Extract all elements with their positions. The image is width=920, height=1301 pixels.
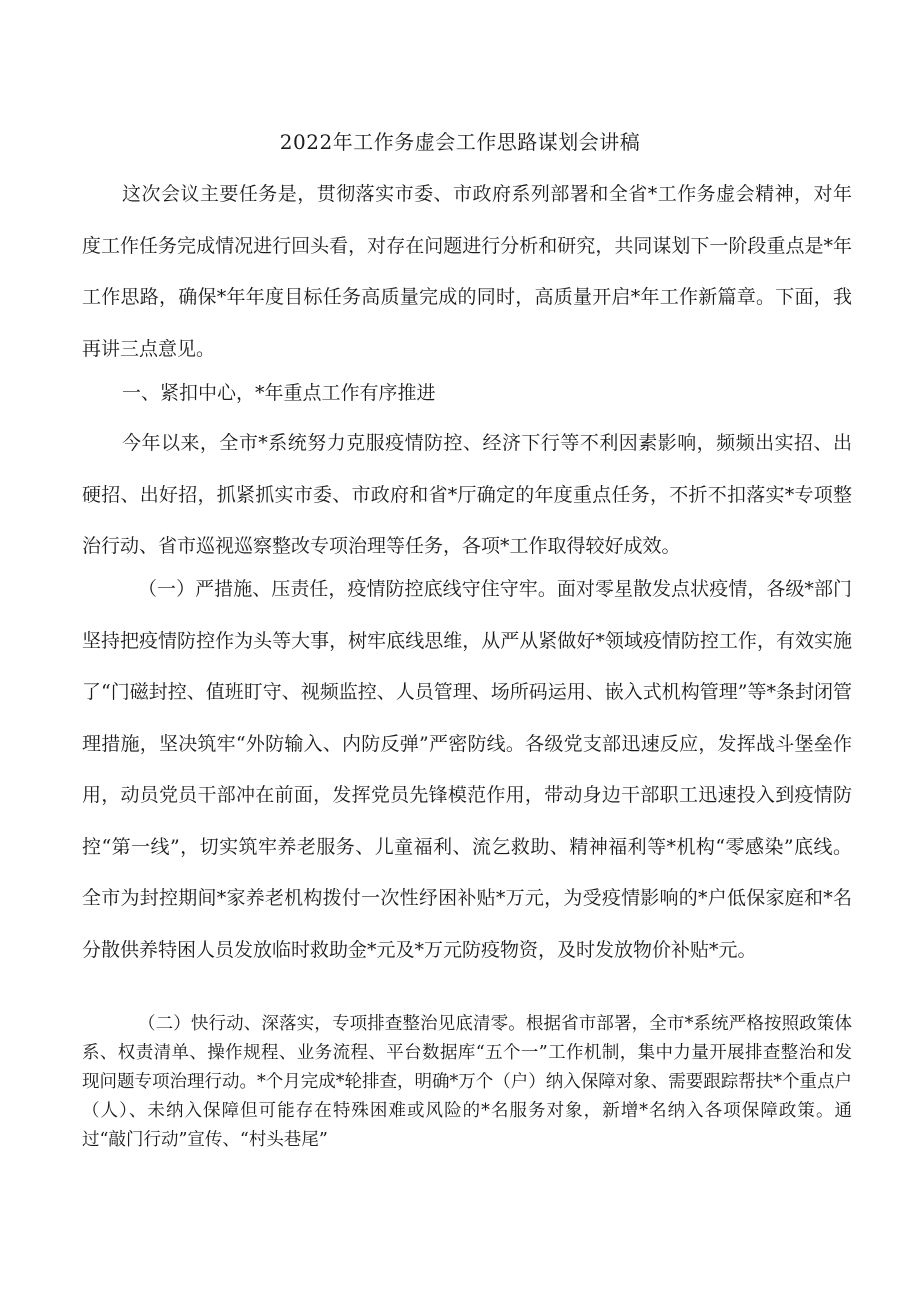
paragraph-subsection-2: （二）快行动、深落实，专项排查整治见底清零。根据省市部署，全市*系统严格按照政策体系、权责清单、操作规程、业务流程、平台数据库“五个一”工作机制，集中力量开展排查整治和发现问题专项治理行动。*个月完成*轮排查，明确*万个（户）纳入保障对象、需要跟踪帮扶*个重点户（人）、未纳入保障但可能存在特殊困难或风险的*名服务对象，新增*名纳入各项保障政策。通过“敲门行动”宣传、“村头巷尾” xyxy=(82,1014,852,1150)
paragraph-section-1-overview: 今年以来，全市*系统努力克服疫情防控、经济下行等不利因素影响，频频出实招、出硬招、出好招，抓紧抓实市委、市政府和省*厅确定的年度重点任务，不折不扣落实*专项整治行动、省市巡视巡察整改专项治理等任务，各项*工作取得较好成效。 xyxy=(82,432,852,557)
section-heading-1: 一、紧扣中心，*年重点工作有序推进 xyxy=(122,382,436,404)
paragraph-subsection-1: （一）严措施、压责任，疫情防控底线守住守牢。面对零星散发点状疫情，各级*部门坚持把疫情防控作为头等大事，树牢底线思维，从严从紧做好*领域疫情防控工作，有效实施了“门磁封控、值班盯守、视频监控、人员管理、场所码运用、嵌入式机构管理”等*条封闭管理措施，坚决筑牢“外防输入、内防反弹”严密防线。各级党支部迅速反应，发挥战斗堡垒作用，动员党员干部冲在前面，发挥党员先锋模范作用，带动身边干部职工迅速投入到疫情防控“第一线”，切实筑牢养老服务、儿童福利、流乞救助、精神福利等*机构“零感染”底线。全市为封控期间*家养老机构拨付一次性纾困补贴*万元，为受疫情影响的*户低保家庭和*名分散供养特困人员发放临时救助金*元及*万元防疫物资，及时发放物价补贴*元。 xyxy=(82,578,852,961)
document-title: 2022年工作务虚会工作思路谋划会讲稿 xyxy=(279,130,641,154)
paragraph-intro: 这次会议主要任务是，贯彻落实市委、市政府系列部署和全省*工作务虚会精神，对年度工作任务完成情况进行回头看，对存在问题进行分析和研究，共同谋划下一阶段重点是*年工作思路，确保*年年度目标任务高质量完成的同时，高质量开启*年工作新篇章。下面，我再讲三点意见。 xyxy=(82,183,852,360)
